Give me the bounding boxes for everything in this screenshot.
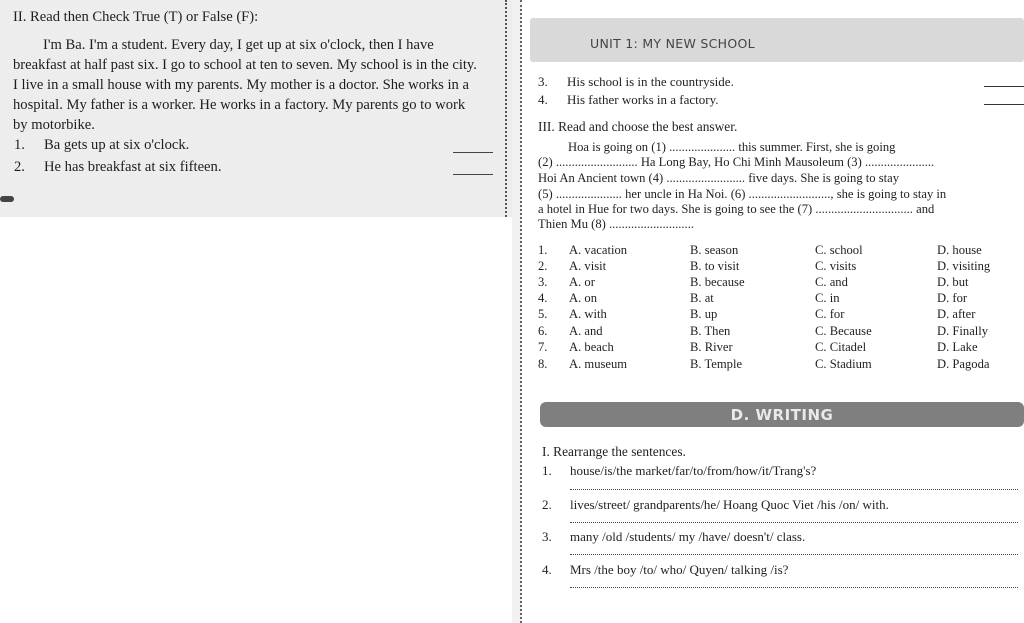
option-b[interactable]: B. Then [690,324,731,338]
option-d[interactable]: D. but [937,275,969,289]
writing-answer-line[interactable] [570,522,1018,523]
tf-answer-blank[interactable] [984,104,1024,105]
tf-question-number: 4. [538,92,548,107]
option-d[interactable]: D. Lake [937,340,978,354]
option-b[interactable]: B. River [690,340,733,354]
option-number: 6. [538,324,548,338]
option-b[interactable]: B. up [690,307,718,321]
option-d[interactable]: D. for [937,291,968,305]
writing-item-text: many /old /students/ my /have/ doesn't/ class. [570,529,806,544]
option-b[interactable]: B. Temple [690,357,743,371]
writing-item-number: 4. [542,562,552,577]
option-d[interactable]: D. after [937,307,976,321]
option-number: 5. [538,307,548,321]
option-b[interactable]: B. season [690,243,739,257]
writing-item-text: Mrs /the boy /to/ who/ Quyen/ talking /is? [570,562,789,577]
option-a[interactable]: A. beach [569,340,614,354]
option-c[interactable]: C. Because [815,324,872,338]
page-edge-divider [505,0,511,217]
writing-heading: I. Rearrange the sentences. [542,444,686,459]
answer-options-row [538,291,1024,307]
option-c[interactable]: C. visits [815,259,857,273]
passage-line: Hoa is going on (1) ..................... this summer. First, she is going [568,140,896,154]
tf-question [14,159,221,176]
option-d[interactable]: D. house [937,243,982,257]
writing-answer-line[interactable] [570,489,1018,490]
option-b[interactable]: B. because [690,275,745,289]
unit-title: UNIT 1: MY NEW SCHOOL [590,36,755,51]
tf-answer-blank[interactable] [984,86,1024,87]
reading-paragraph-line: hospital. My father is a worker. He works in a factory. My parents go to work [13,97,466,113]
reading-paragraph-line: breakfast at half past six. I go to school at ten to seven. My school is in the city. [13,57,477,73]
answer-options-row [538,357,1024,373]
tf-question-text: His school is in the countryside. [567,74,734,89]
option-c[interactable]: C. Citadel [815,340,867,354]
reading-paragraph-line: I'm Ba. I'm a student. Every day, I get up at six o'clock, then I have [43,37,434,53]
tf-question-number: 2. [14,159,25,175]
option-d[interactable]: D. Pagoda [937,357,990,371]
option-a[interactable]: A. or [569,275,595,289]
option-c[interactable]: C. school [815,243,863,257]
option-number: 3. [538,275,548,289]
option-c[interactable]: C. and [815,275,848,289]
writing-item-number: 2. [542,497,552,512]
writing-banner [540,402,1024,427]
option-a[interactable]: A. and [569,324,603,338]
passage-line: (5) ..................... her uncle in Ha Noi. (6) .........................., she is going to stay in [538,187,947,201]
section-heading-choose: III. Read and choose the best answer. [538,119,738,134]
reading-paragraph-line: by motorbike. [13,117,95,133]
tf-question [14,137,189,154]
tf-answer-blank[interactable] [453,152,493,153]
option-b[interactable]: B. at [690,291,714,305]
passage-line: (2) .......................... Ha Long Bay, Ho Chi Minh Mausoleum (3) ...................... [538,155,935,169]
option-c[interactable]: C. in [815,291,840,305]
option-number: 1. [538,243,548,257]
tf-question-number: 3. [538,74,548,89]
option-c[interactable]: C. for [815,307,845,321]
answer-options-row [538,340,1024,356]
passage-line: Thien Mu (8) ........................... [538,217,695,231]
right-page-scan [512,0,1024,623]
answer-options-row [538,324,1024,340]
tf-question-text: Ba gets up at six o'clock. [44,137,190,153]
option-b[interactable]: B. to visit [690,259,740,273]
writing-item-text: house/is/the market/far/to/from/how/it/Trang's? [570,463,817,478]
writing-item-text: lives/street/ grandparents/he/ Hoang Quoc Viet /his /on/ with. [570,497,889,512]
answer-options-row [538,243,1024,259]
option-d[interactable]: D. visiting [937,259,991,273]
option-d[interactable]: D. Finally [937,324,989,338]
option-number: 2. [538,259,548,273]
tf-question-text: He has breakfast at six fifteen. [44,159,222,175]
option-a[interactable]: A. with [569,307,607,321]
option-a[interactable]: A. museum [569,357,628,371]
tf-question-number: 1. [14,137,25,153]
answer-options-row [538,307,1024,323]
answer-options-row [538,259,1024,275]
writing-item-number: 3. [542,529,552,544]
option-a[interactable]: A. visit [569,259,607,273]
writing-item-number: 1. [542,463,552,478]
tf-question-text: His father works in a factory. [567,92,719,107]
tf-answer-blank[interactable] [453,174,493,175]
scan-smudge [0,196,14,202]
left-page-scan [0,0,512,217]
option-a[interactable]: A. vacation [569,243,628,257]
option-number: 8. [538,357,548,371]
reading-paragraph-line: I live in a small house with my parents. My mother is a doctor. She works in a [13,77,469,93]
writing-title: D. WRITING [730,406,834,424]
answer-options-row [538,275,1024,291]
option-a[interactable]: A. on [569,291,597,305]
option-number: 7. [538,340,548,354]
option-c[interactable]: C. Stadium [815,357,872,371]
option-number: 4. [538,291,548,305]
section-heading-true-false: II. Read then Check True (T) or False (F): [13,9,259,25]
writing-answer-line[interactable] [570,587,1018,588]
page-binding-edge [512,0,522,623]
writing-answer-line[interactable] [570,554,1018,555]
passage-line: a hotel in Hue for two days. She is going to see the (7) ............................... and [538,202,935,216]
passage-line: Hoi An Ancient town (4) ......................... five days. She is going to stay [538,171,899,185]
